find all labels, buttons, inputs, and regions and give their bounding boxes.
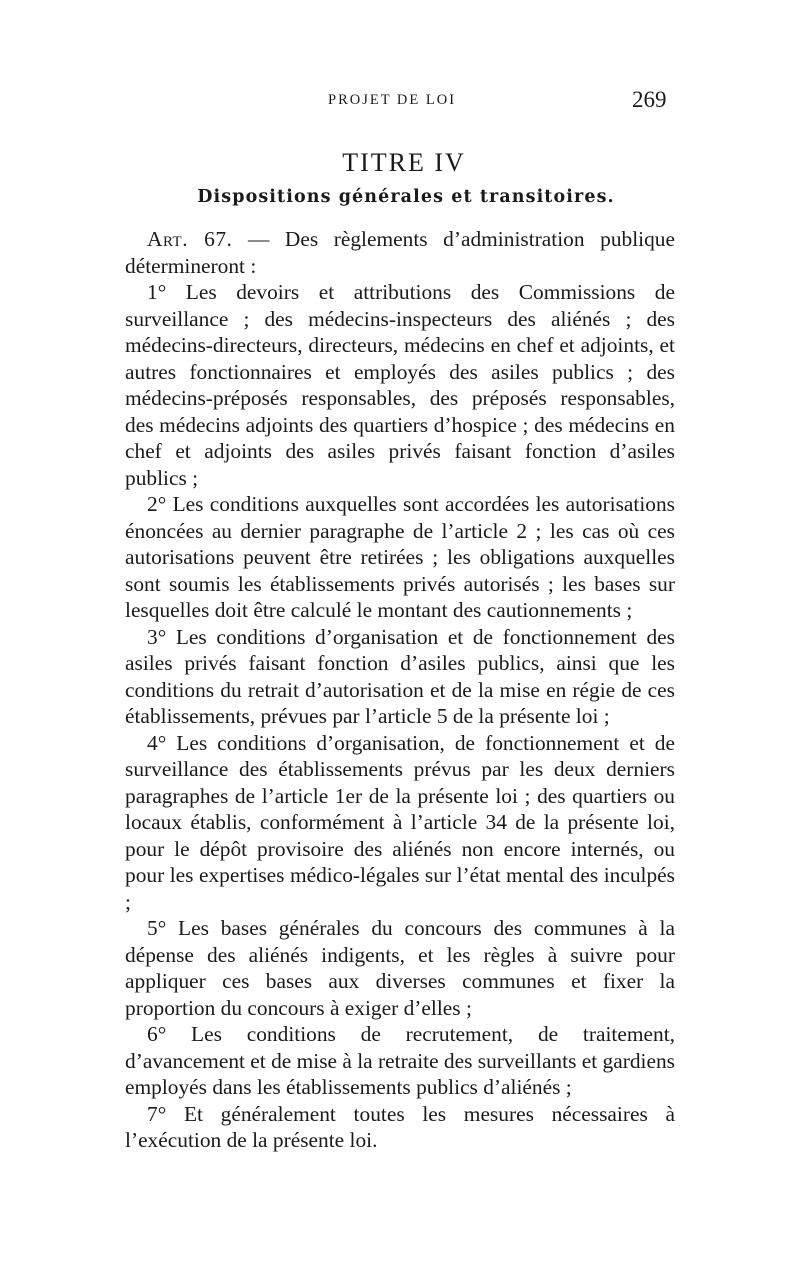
- running-title: PROJET DE LOI: [328, 92, 457, 108]
- running-head: [0, 87, 800, 116]
- page-number: 269: [632, 87, 667, 112]
- article-item-1: 1° Les devoirs et attributions des Commissions de surveillance ; des médecins-inspecteurs des aliénés ; des médecins-directeurs, directeurs, médecins en chef et adjoints, et autres fonctionnaires et employés des asiles publics ; des médecins-préposés responsables, des préposés responsables, des médecins adjoints des quartiers d’hospice ; des médecins en chef et adjoints des asiles privés faisant fonction d’asiles publics ;: [125, 280, 675, 490]
- section-subtitle: Dispositions générales et transitoires.: [197, 187, 615, 207]
- article-item-4: 4° Les conditions d’organisation, de fonctionnement et de surveillance des établissements prévus par les deux derniers paragraphes de l’article 1er de la présente loi ; des quartiers ou locaux établis, conformément à l’article 34 de la présente loi, pour le dépôt provisoire des aliénés non encore internés, ou pour les expertises médico-légales sur l’état mental des inculpés ;: [125, 730, 675, 914]
- article-item-7: 7° Et généralement toutes les mesures nécessaires à l’exécution de la présente loi.: [125, 1101, 675, 1152]
- section-title: TITRE IV: [342, 148, 466, 177]
- article-intro-paragraph: [125, 226, 675, 279]
- article-intro: — Des règlements d’administration publique détermineront :: [125, 227, 675, 278]
- article-item-5: 5° Les bases générales du concours des communes à la dépense des aliénés indigents, et les règles à suivre pour appliquer ces bases aux diverses communes et fixer la proportion du concours à exiger d’elles ;: [125, 916, 675, 1020]
- article-item-3: 3° Les conditions d’organisation et de fonctionnement des asiles privés faisant fonction d’asiles publics, ainsi que les conditions du retrait d’autorisation et de la mise en régie de ces établissements, prévues par l’article 5 de la présente loi ;: [125, 624, 675, 728]
- article-label: Art. 67.: [147, 227, 233, 251]
- article-body: [125, 226, 675, 1154]
- article-item-2: 2° Les conditions auxquelles sont accordées les autorisations énoncées au dernier paragraphe de l’article 2 ; les cas où ces autorisations peuvent être retirées ; les obligations auxquelles sont soumis les établissements privés autorisés ; les bases sur lesquelles doit être calculé le montant des cautionnements ;: [125, 492, 675, 622]
- article-item-6: 6° Les conditions de recrutement, de traitement, d’avancement et de mise à la retraite des surveillants et gardiens employés dans les établissements publics d’aliénés ;: [125, 1022, 675, 1099]
